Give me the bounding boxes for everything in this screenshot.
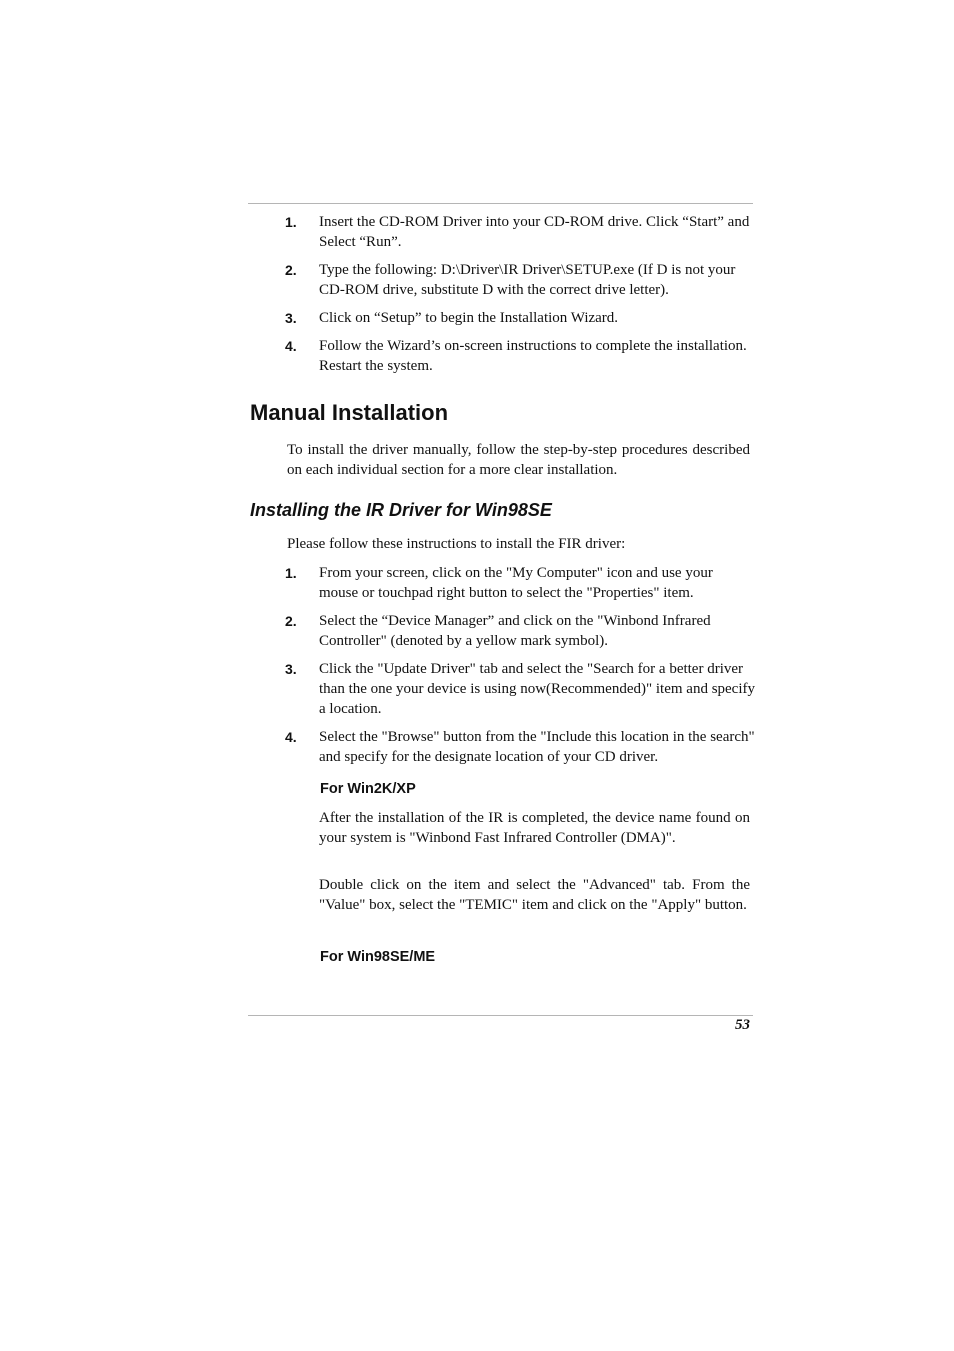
step-text: Click the "Update Driver" tab and select the "Search for a better driver than the one your device is using now(Recommended)" item and specify a location. [319, 661, 756, 717]
win2k-xp-heading: For Win2K/XP [320, 781, 416, 797]
win2k-xp-paragraph-1: After the installation of the IR is completed, the device name found on your system is "Winbond Fast Infrared Controller (DMA)". [319, 810, 750, 846]
setup-steps-list [285, 212, 755, 384]
list-item [285, 212, 755, 252]
list-item [285, 563, 755, 603]
footer-rule [248, 1015, 753, 1016]
page-number: 53 [735, 1017, 750, 1033]
list-item [285, 308, 755, 328]
step-text: Type the following: D:\Driver\IR Driver\SETUP.exe (If D is not your CD-ROM drive, substitute D with the correct drive letter). [319, 262, 736, 298]
step-text: From your screen, click on the "My Computer" icon and use your mouse or touchpad right button to select the "Properties" item. [319, 565, 713, 601]
win98se-me-heading: For Win98SE/ME [320, 949, 436, 965]
step-number: 3. [285, 661, 297, 677]
ir-driver-steps-list [285, 563, 755, 775]
win2k-xp-paragraph-2: Double click on the item and select the "Advanced" tab. From the "Value" box, select the "TEMIC" item and click on the "Apply" button. [319, 877, 750, 913]
manual-installation-heading: Manual Installation [250, 400, 449, 425]
ir-driver-lead: Please follow these instructions to install the FIR driver: [287, 536, 626, 552]
step-text: Select the "Browse" button from the "Include this location in the search" and specify for the designate location of your CD driver. [319, 729, 755, 765]
step-number: 2. [285, 613, 297, 629]
list-item [285, 611, 755, 651]
list-item [285, 659, 755, 719]
step-number: 3. [285, 310, 297, 326]
step-text: Select the “Device Manager” and click on the "Winbond Infrared Controller" (denoted by a yellow mark symbol). [319, 613, 711, 649]
step-text: Insert the CD-ROM Driver into your CD-ROM drive. Click “Start” and Select “Run”. [319, 214, 750, 250]
step-number: 4. [285, 729, 297, 745]
ir-driver-heading: Installing the IR Driver for Win98SE [250, 500, 552, 520]
step-text: Follow the Wizard’s on-screen instructions to complete the installation. Restart the system. [319, 338, 747, 374]
step-text: Click on “Setup” to begin the Installation Wizard. [319, 310, 619, 326]
header-rule [248, 203, 753, 204]
step-number: 1. [285, 214, 297, 230]
step-number: 2. [285, 262, 297, 278]
step-number: 4. [285, 338, 297, 354]
list-item [285, 727, 755, 767]
list-item [285, 260, 755, 300]
manual-installation-intro: To install the driver manually, follow the step-by-step procedures described on each individual section for a more clear installation. [287, 442, 750, 478]
list-item [285, 336, 755, 376]
step-number: 1. [285, 565, 297, 581]
